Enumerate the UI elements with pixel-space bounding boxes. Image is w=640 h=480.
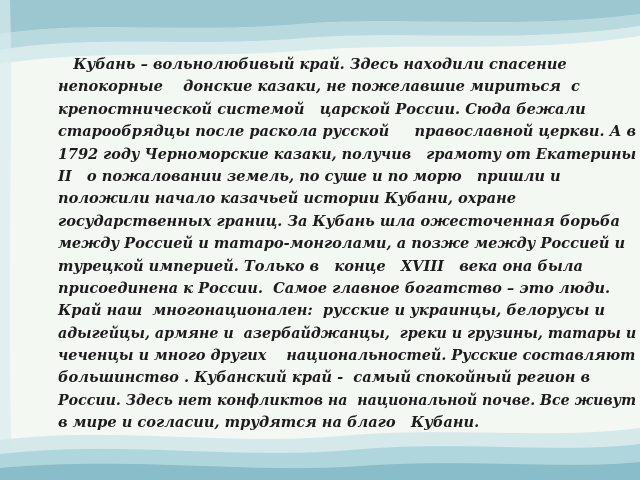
text-line-11: присоединена к России. Самое главное богатство – это люди.: [58, 279, 611, 297]
paragraph-text: [58, 54, 637, 435]
text-line-17: в мире и согласии, трудятся на благо Кубани.: [58, 414, 480, 432]
text-line-4: старообрядцы после раскола русской православной церкви. А в: [58, 123, 637, 141]
text-line-16: России. Здесь нет конфликтов на национальной почве. Все живут: [58, 391, 637, 409]
text-line-1: Кубань – вольнолюбивый край. Здесь находили спасение: [58, 56, 567, 73]
text-line-6: II о пожаловании земель, по суше и по морю пришли и: [58, 167, 561, 185]
text-line-15: большинство . Кубанский край - самый спокойный регион в: [58, 369, 591, 387]
text-line-14: чеченцы и много других национальностей. Русские составляют: [58, 347, 636, 365]
text-line-3: крепостнической системой царской России. Сюда бежали: [58, 100, 586, 118]
text-line-12: Край наш многонационален: русские и украинцы, белорусы и: [58, 302, 606, 320]
text-line-5: 1792 году Черноморские казаки, получив грамоту от Екатерины: [58, 145, 637, 163]
text-line-8: государственных границ. За Кубань шла ожесточенная борьба: [58, 212, 620, 230]
text-line-2: непокорные донские казаки, не пожелавшие мириться с: [58, 78, 580, 96]
text-line-7: положили начало казачьей истории Кубани, охране: [58, 190, 517, 208]
text-line-10: турецкой империей. Только в конце XVIII века она была: [58, 257, 583, 275]
text-line-13: адыгейцы, армяне и азербайджанцы, греки и грузины, татары и: [58, 324, 637, 342]
text-line-9: между Россией и татаро-монголами, а позже между Россией и: [58, 235, 626, 253]
